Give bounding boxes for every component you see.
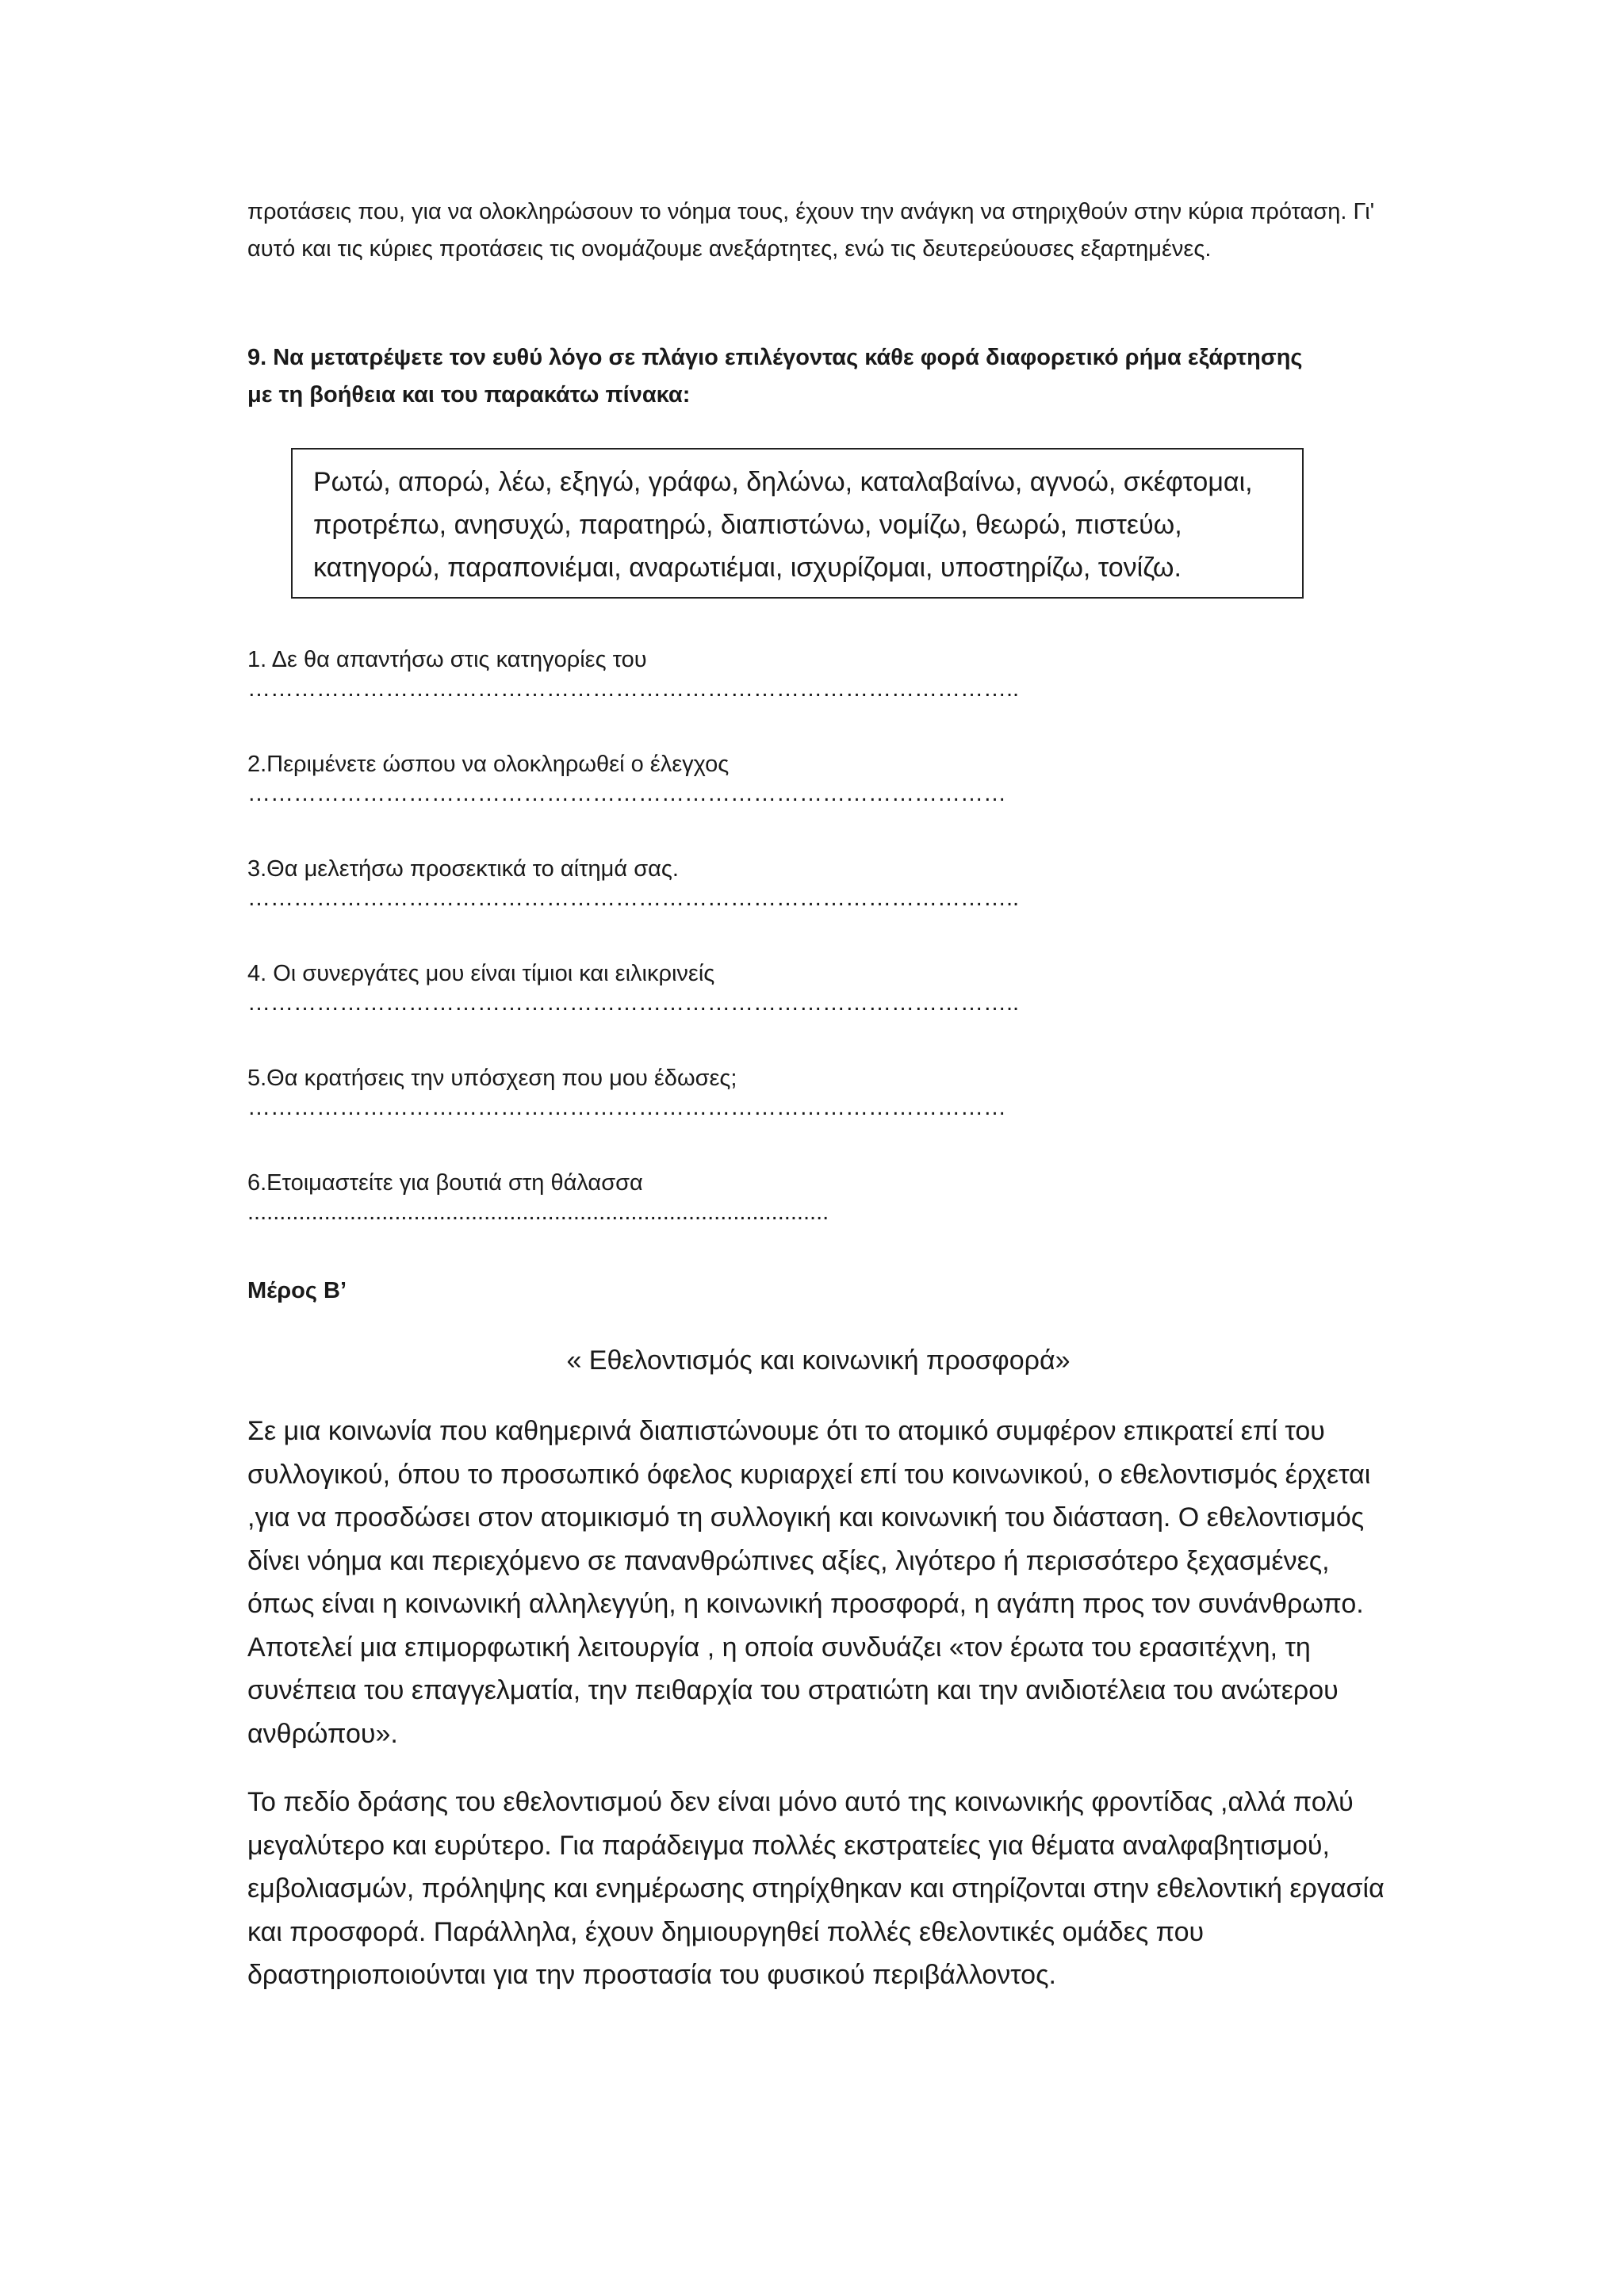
exercise-item-3 [247,853,1389,912]
exercise-item-2 [247,748,1389,807]
intro-paragraph: προτάσεις που, για να ολοκληρώσουν το νόημα τους, έχουν την ανάγκη να στηριχθούν στην κύρια πρόταση. Γι' αυτό και τις κύριες προτάσεις τις ονομάζουμε ανεξάρτητες, ενώ τις δευτερεύουσες εξαρτημένες. [247,199,1375,262]
exercise-item-4 [247,958,1389,1016]
answer-line[interactable]: ……………………………………………………………………………………….. [247,990,1020,1016]
answer-line[interactable]: ........................................................................................... [247,1200,829,1225]
task-line-2: με τη βοήθεια και του παρακάτω πίνακα: [247,382,691,408]
exercise-sentence: 6.Ετοιμαστείτε για βουτιά στη θάλασσα [247,1170,643,1196]
verb-line-3: κατηγορώ, παραπονιέμαι, αναρωτιέμαι, ισχυρίζομαι, υποστηρίζω, τονίζω. [313,553,1182,583]
verb-line-2: προτρέπω, ανησυχώ, παρατηρώ, διαπιστώνω, νομίζω, θεωρώ, πιστεύω, [313,510,1182,540]
verb-table [291,448,1304,599]
answer-line[interactable]: ……………………………………………………………………………………… [247,781,1006,806]
exercise-item-1 [247,644,1389,702]
section-label: Μέρος Β’ [247,1278,347,1303]
exercise-item-6 [247,1167,1389,1226]
answer-line[interactable]: ……………………………………………………………………………………….. [247,676,1020,702]
exercise-sentence: 2.Περιμένετε ώσπου να ολοκληρωθεί ο έλεγχος [247,752,730,777]
article-paragraph-1: Σε μια κοινωνία που καθημερινά διαπιστώνουμε ότι το ατομικό συμφέρον επικρατεί επί του συλλογικού, όπου το προσωπικό όφελος κυριαρχεί επί του κοινωνικού, ο εθελοντισμός έρχεται ,για να προσδώσει στον ατομικισμό τη συλλογική και κοινωνική του διάσταση. Ο εθελοντισμός δίνει νόημα και περιεχόμενο σε πανανθρώπινες αξίες, λιγότερο ή περισσότερο ξεχασμένες, όπως είναι η κοινωνική αλληλεγγύη, η κοινωνική προσφορά, η αγάπη προς τον συνάνθρωπο. Αποτελεί μια επιμορφωτική λειτουργία , η οποία συνδυάζει «τον έρωτα του ερασιτέχνη, τη συνέπεια του επαγγελματία, την πειθαρχία του στρατιώτη και την ανιδιοτέλεια του ανώτερου ανθρώπου». [247,1416,1371,1749]
task-line-1: 9. Να μετατρέψετε τον ευθύ λόγο σε πλάγιο επιλέγοντας κάθε φορά διαφορετικό ρήμα εξάρτησης [247,345,1303,370]
task-instruction [247,339,1389,414]
exercise-sentence: 4. Οι συνεργάτες μου είναι τίμιοι και ειλικρινείς [247,961,715,986]
answer-line[interactable]: ……………………………………………………………………………………….. [247,886,1020,911]
exercise-sentence: 3.Θα μελετήσω προσεκτικά το αίτημά σας. [247,856,679,882]
exercise-sentence: 5.Θα κρατήσεις την υπόσχεση που μου έδωσες; [247,1066,737,1091]
exercise-sentence: 1. Δε θα απαντήσω στις κατηγορίες του [247,647,647,672]
answer-line[interactable]: ……………………………………………………………………………………… [247,1095,1006,1120]
verb-line-1: Ρωτώ, απορώ, λέω, εξηγώ, γράφω, δηλώνω, καταλαβαίνω, αγνοώ, σκέφτομαι, [313,467,1253,497]
article-paragraph-2: Το πεδίο δράσης του εθελοντισμού δεν είναι μόνο αυτό της κοινωνικής φροντίδας ,αλλά πολύ μεγαλύτερο και ευρύτερο. Για παράδειγμα πολλές εκστρατείες για θέματα αναλφαβητισμού, εμβολιασμών, πρόληψης και ενημέρωσης στηρίχθηκαν και στηρίζονται στην εθελοντική εργασία και προσφορά. Παράλληλα, έχουν δημιουργηθεί πολλές εθελοντικές ομάδες που δραστηριοποιούνται για την προστασία του φυσικού περιβάλλοντος. [247,1787,1385,1990]
exercise-item-5 [247,1062,1389,1121]
article-title: « Εθελοντισμός και κοινωνική προσφορά» [566,1345,1071,1376]
